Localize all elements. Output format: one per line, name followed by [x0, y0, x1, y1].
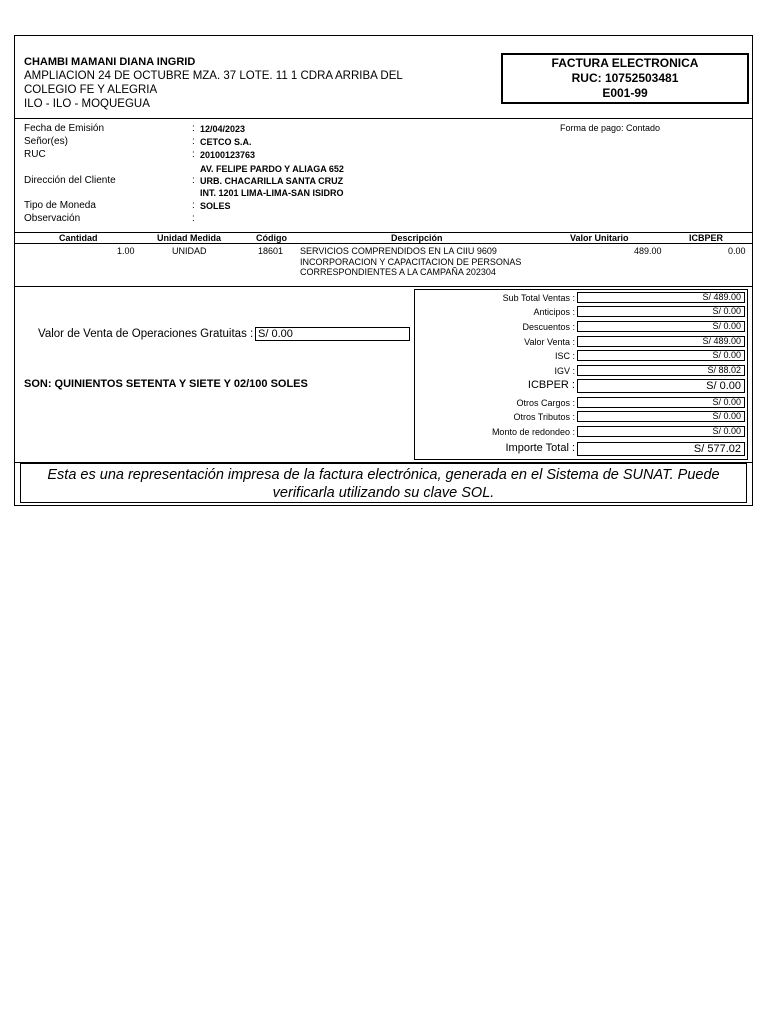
items-table	[15, 232, 752, 284]
cell-valor-unitario: 489.00	[634, 246, 662, 256]
header-descripcion: Descripción	[391, 233, 443, 243]
colon: :	[192, 149, 195, 160]
header-cantidad: Cantidad	[59, 233, 98, 243]
cell-descripcion-line3: CORRESPONDIENTES A LA CAMPAÑA 202304	[300, 267, 496, 277]
colon: :	[192, 200, 195, 211]
cell-descripcion-line1: SERVICIOS COMPRENDIDOS EN LA CIIU 9609	[300, 246, 497, 256]
fecha-value: 12/04/2023	[200, 124, 246, 134]
total-label: Otros Tributos :	[513, 412, 575, 422]
legal-notice	[20, 463, 747, 503]
document-id-box	[501, 53, 749, 104]
total-value: S/ 0.00	[577, 306, 745, 317]
ruc-value: 20100123763	[200, 150, 256, 160]
total-label: Sub Total Ventas :	[502, 293, 575, 303]
totals-box	[414, 289, 748, 460]
header-codigo: Código	[256, 233, 287, 243]
direccion-line2: URB. CHACARILLA SANTA CRUZ	[200, 176, 344, 186]
total-row-subtotal	[415, 292, 749, 304]
cell-codigo: 18601	[258, 246, 284, 256]
header-icbper: ICBPER	[689, 233, 724, 243]
total-row-redondeo	[415, 426, 749, 438]
total-value: S/ 0.00	[577, 426, 745, 437]
colon: :	[192, 136, 195, 147]
total-value: S/ 0.00	[577, 350, 745, 361]
total-row-icbper	[415, 379, 749, 391]
gratuitas-label: Valor de Venta de Operaciones Gratuitas :	[38, 328, 254, 340]
legal-line1: Esta es una representación impresa de la factura electrónica, generada en el Sistema de SUNAT. Puede	[47, 467, 720, 483]
total-row-otros-cargos	[415, 397, 749, 409]
total-row-importe-total	[415, 442, 749, 454]
total-value: S/ 0.00	[577, 379, 745, 393]
direccion-line1: AV. FELIPE PARDO Y ALIAGA 652	[200, 164, 344, 174]
total-row-otros-tributos	[415, 411, 749, 423]
gratuitas-value: S/ 0.00	[255, 327, 410, 341]
moneda-label: Tipo de Moneda	[24, 200, 96, 211]
direccion-line3: INT. 1201 LIMA-LIMA-SAN ISIDRO	[200, 188, 344, 198]
forma-pago: Forma de pago: Contado	[560, 123, 661, 133]
issuer-name: CHAMBI MAMANI DIANA INGRID	[24, 56, 196, 68]
total-label: Valor Venta :	[524, 337, 575, 347]
total-row-igv	[415, 365, 749, 377]
total-row-descuentos	[415, 321, 749, 333]
total-label: Descuentos :	[522, 322, 575, 332]
moneda-value: SOLES	[200, 201, 231, 211]
divider	[15, 286, 752, 287]
fecha-label: Fecha de Emisión	[24, 123, 105, 134]
total-row-isc	[415, 350, 749, 362]
issuer-address-line2: COLEGIO FE Y ALEGRIA	[24, 84, 158, 96]
total-value: S/ 489.00	[577, 292, 745, 303]
total-value: S/ 0.00	[577, 321, 745, 332]
issuer-address-line1: AMPLIACION 24 DE OCTUBRE MZA. 37 LOTE. 11 1 CDRA ARRIBA DEL	[24, 70, 403, 82]
colon: :	[192, 175, 195, 186]
issuer-block	[24, 56, 494, 111]
total-label: ISC :	[554, 351, 575, 361]
total-value: S/ 577.02	[577, 442, 745, 456]
cell-descripcion-line2: INCORPORACION Y CAPACITACION DE PERSONAS	[300, 256, 522, 267]
items-header	[15, 232, 752, 244]
total-row-anticipos	[415, 306, 749, 318]
observacion-label: Observación	[24, 213, 81, 224]
total-label: Monto de redondeo :	[491, 427, 575, 437]
gratuitas-row	[38, 328, 293, 340]
total-label: Importe Total :	[505, 442, 575, 454]
document-type: FACTURA ELECTRONICA	[551, 56, 699, 70]
cell-cantidad: 1.00	[117, 246, 135, 256]
issuer-address-line3: ILO - ILO - MOQUEGUA	[24, 98, 150, 110]
total-label: ICBPER :	[527, 379, 575, 391]
senor-label: Señor(es)	[24, 136, 68, 147]
colon: :	[192, 213, 195, 224]
total-label: Anticipos :	[533, 307, 575, 317]
total-value: S/ 0.00	[577, 397, 745, 408]
ruc-label: RUC	[24, 149, 46, 160]
colon: :	[192, 123, 195, 134]
total-label: IGV :	[554, 366, 575, 376]
total-value: S/ 489.00	[577, 336, 745, 347]
total-value: S/ 0.00	[577, 411, 745, 422]
cell-icbper: 0.00	[728, 246, 746, 256]
legal-line2: verificarla utilizando su clave SOL.	[272, 485, 495, 501]
amount-in-words: SON: QUINIENTOS SETENTA Y SIETE Y 02/100 SOLES	[24, 378, 308, 390]
document-number: E001-99	[602, 86, 648, 100]
issuer-ruc: RUC: 10752503481	[571, 71, 679, 85]
divider	[15, 118, 752, 119]
direccion-label: Dirección del Cliente	[24, 175, 116, 186]
total-label: Otros Cargos :	[516, 398, 575, 408]
invoice-document	[14, 35, 753, 506]
total-value: S/ 88.02	[577, 365, 745, 376]
header-unidad: Unidad Medida	[157, 233, 222, 243]
senor-value: CETCO S.A.	[200, 137, 252, 147]
header-valor-unitario: Valor Unitario	[570, 233, 629, 243]
total-row-valor-venta	[415, 336, 749, 348]
table-row	[15, 244, 752, 284]
cell-unidad: UNIDAD	[172, 246, 207, 256]
